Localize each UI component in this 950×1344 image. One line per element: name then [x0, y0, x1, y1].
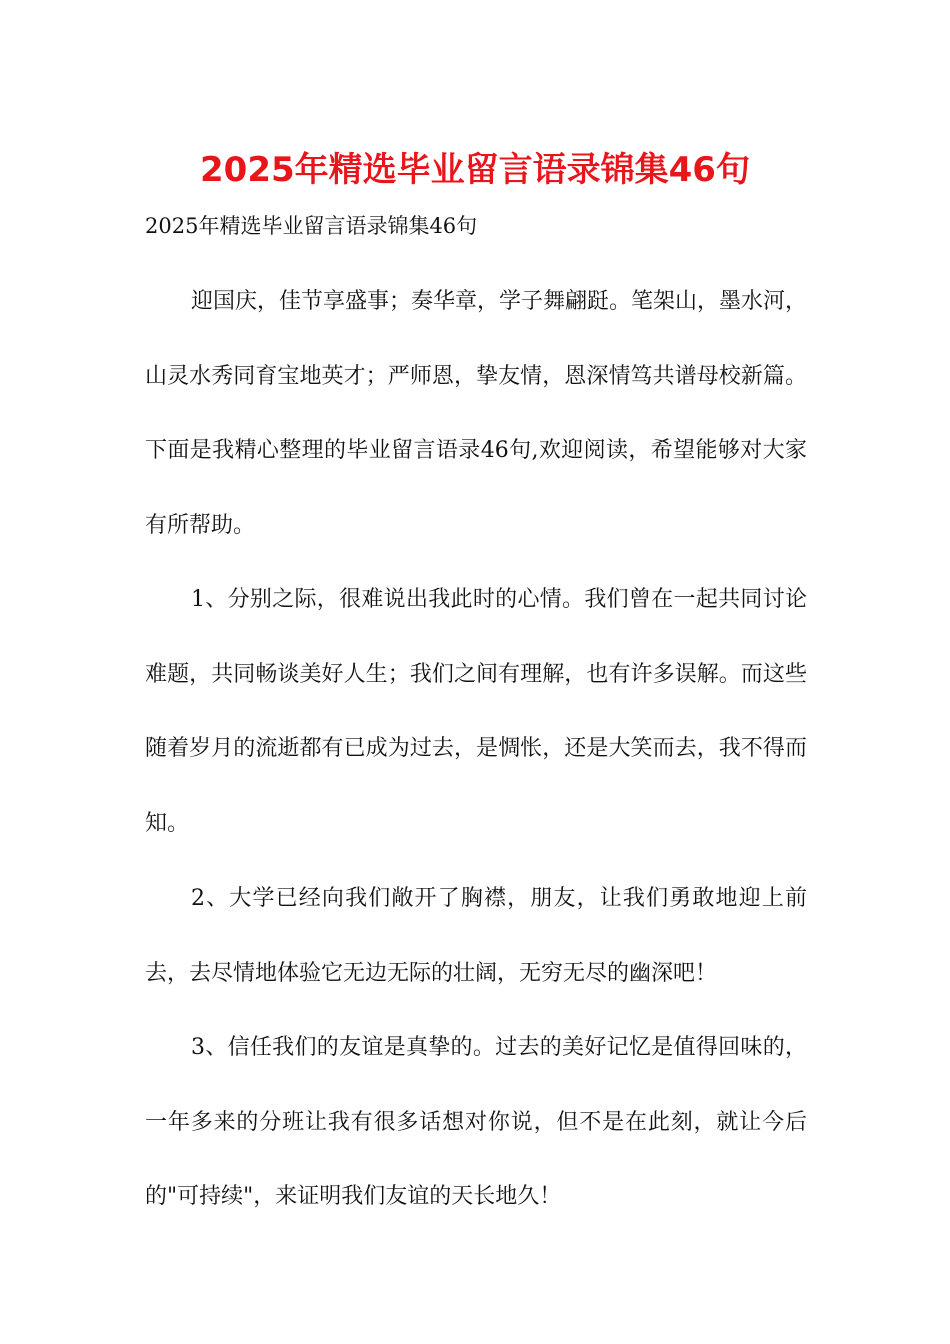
paragraph-intro: 迎国庆，佳节享盛事；奏华章，学子舞翩跹。笔架山，墨水河，山灵水秀同育宝地英才；严师恩，挚友情，恩深情笃共谱母校新篇。下面是我精心整理的毕业留言语录46句,欢迎阅读，希望能够对大家有所帮助。: [145, 289, 808, 538]
document-subtitle: 2025年精选毕业留言语录锦集46句: [145, 214, 478, 238]
paragraph-item-1: 1、分别之际，很难说出我此时的心情。我们曾在一起共同讨论难题，共同畅谈美好人生；我们之间有理解，也有许多误解。而这些随着岁月的流逝都有已成为过去，是惆怅，还是大笑而去，我不得而知。: [145, 587, 807, 836]
document-title: 2025年精选毕业留言语录锦集46句: [200, 150, 750, 190]
paragraph-item-2: 2、大学已经向我们敞开了胸襟，朋友，让我们勇敢地迎上前去，去尽情地体验它无边无际的壮阔，无穷无尽的幽深吧！: [145, 886, 807, 986]
paragraph-item-3: 3、信任我们的友谊是真挚的。过去的美好记忆是值得回味的，一年多来的分班让我有很多话想对你说，但不是在此刻，就让今后的"可持续"，来证明我们友谊的天长地久！: [145, 1035, 807, 1209]
